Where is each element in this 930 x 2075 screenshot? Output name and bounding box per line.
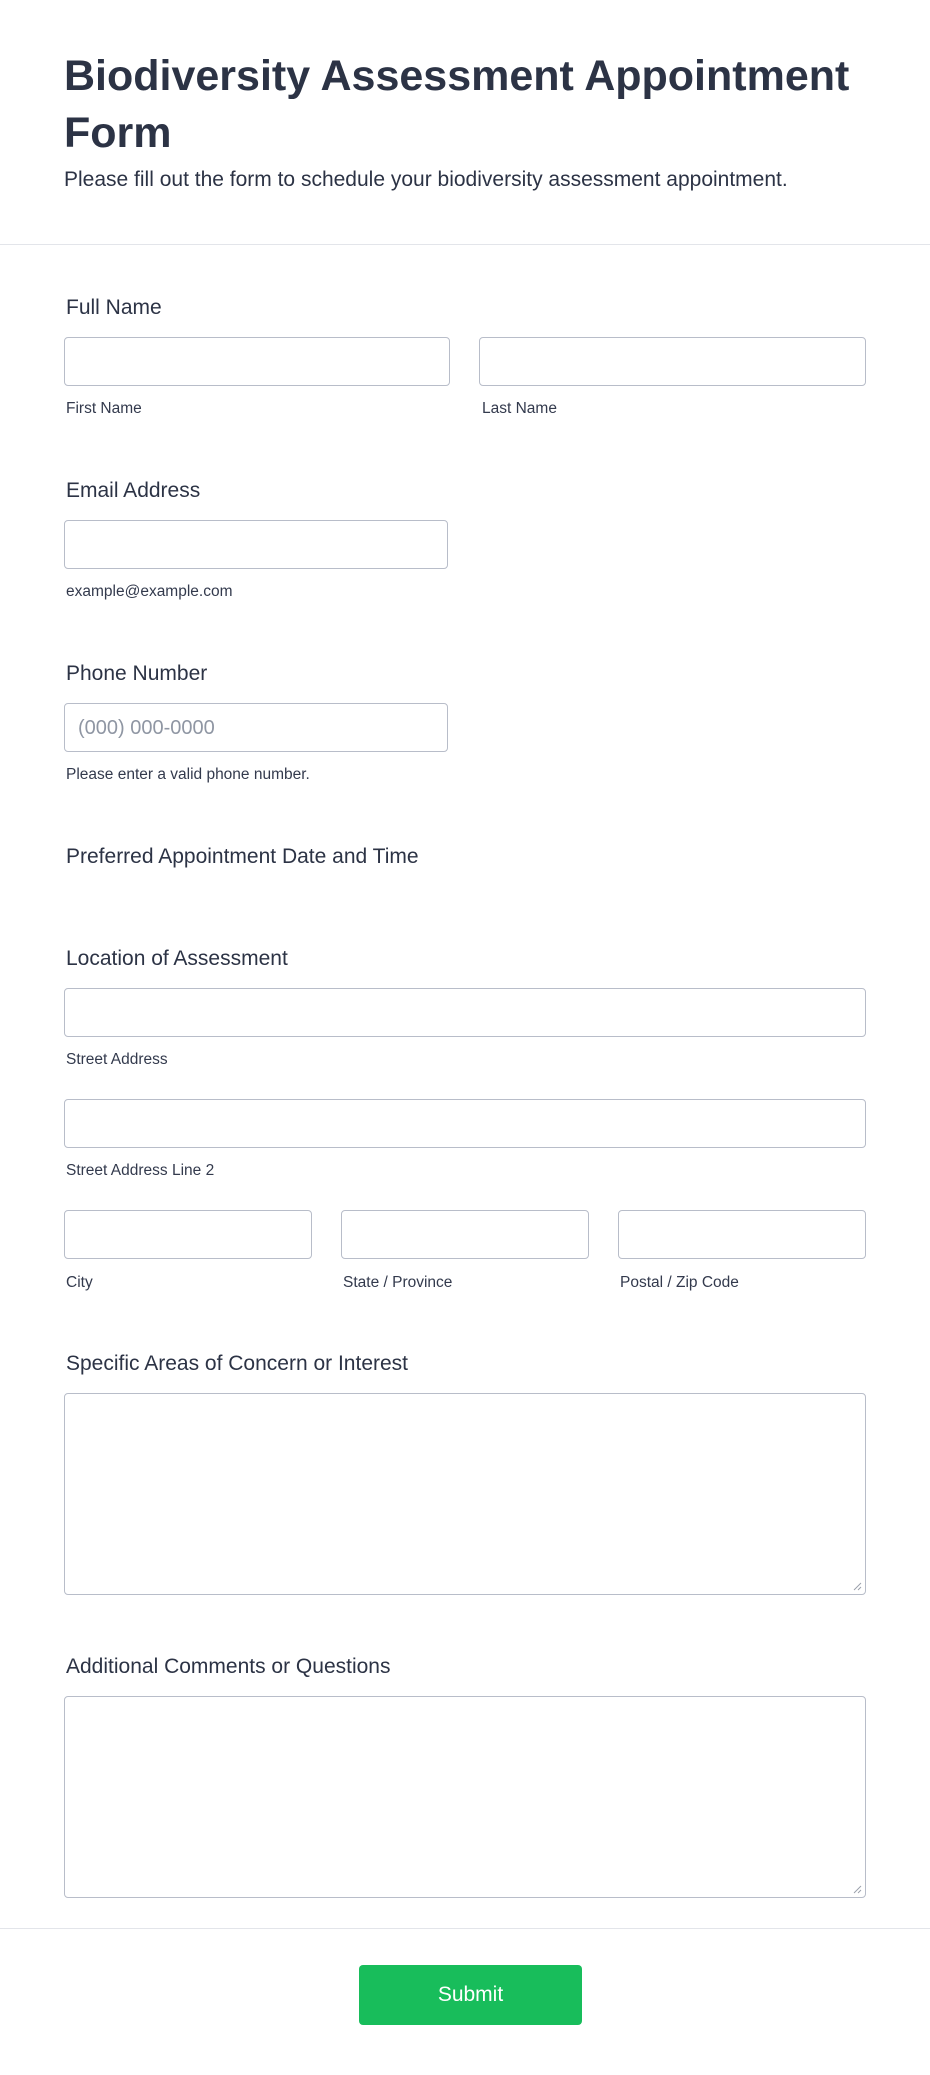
concerns-textarea[interactable] [64, 1393, 866, 1595]
state-sublabel: State / Province [343, 1274, 453, 1291]
phone-label: Phone Number [66, 662, 208, 685]
appointment-label: Preferred Appointment Date and Time [66, 845, 419, 868]
city-input[interactable] [64, 1210, 312, 1259]
form-header [0, 0, 930, 245]
phone-input[interactable] [64, 703, 448, 752]
street-address-sublabel: Street Address [66, 1051, 168, 1068]
first-name-input[interactable] [64, 337, 450, 386]
last-name-sublabel: Last Name [482, 400, 557, 417]
form-title: Biodiversity Assessment Appointment Form [64, 52, 850, 157]
full-name-label: Full Name [66, 296, 162, 319]
location-label: Location of Assessment [66, 947, 288, 970]
state-input[interactable] [341, 1210, 589, 1259]
street-address-line2-sublabel: Street Address Line 2 [66, 1162, 215, 1179]
phone-placeholder: (000) 000-0000 [78, 717, 215, 739]
footer-divider [0, 1928, 930, 1929]
zip-input[interactable] [618, 1210, 866, 1259]
phone-sublabel: Please enter a valid phone number. [66, 766, 310, 783]
resize-grip-icon[interactable] [852, 1884, 862, 1894]
last-name-input[interactable] [479, 337, 866, 386]
email-label: Email Address [66, 479, 201, 502]
street-address-input[interactable] [64, 988, 866, 1037]
email-input[interactable] [64, 520, 448, 569]
concerns-label: Specific Areas of Concern or Interest [66, 1352, 408, 1375]
first-name-sublabel: First Name [66, 400, 142, 417]
city-sublabel: City [66, 1274, 93, 1291]
form-subtitle: Please fill out the form to schedule your biodiversity assessment appointment. [64, 168, 788, 191]
email-sublabel: example@example.com [66, 583, 233, 600]
street-address-line2-input[interactable] [64, 1099, 866, 1148]
comments-textarea[interactable] [64, 1696, 866, 1898]
submit-button[interactable]: Submit [359, 1965, 582, 2025]
zip-sublabel: Postal / Zip Code [620, 1274, 739, 1291]
comments-label: Additional Comments or Questions [66, 1655, 391, 1678]
resize-grip-icon[interactable] [852, 1581, 862, 1591]
